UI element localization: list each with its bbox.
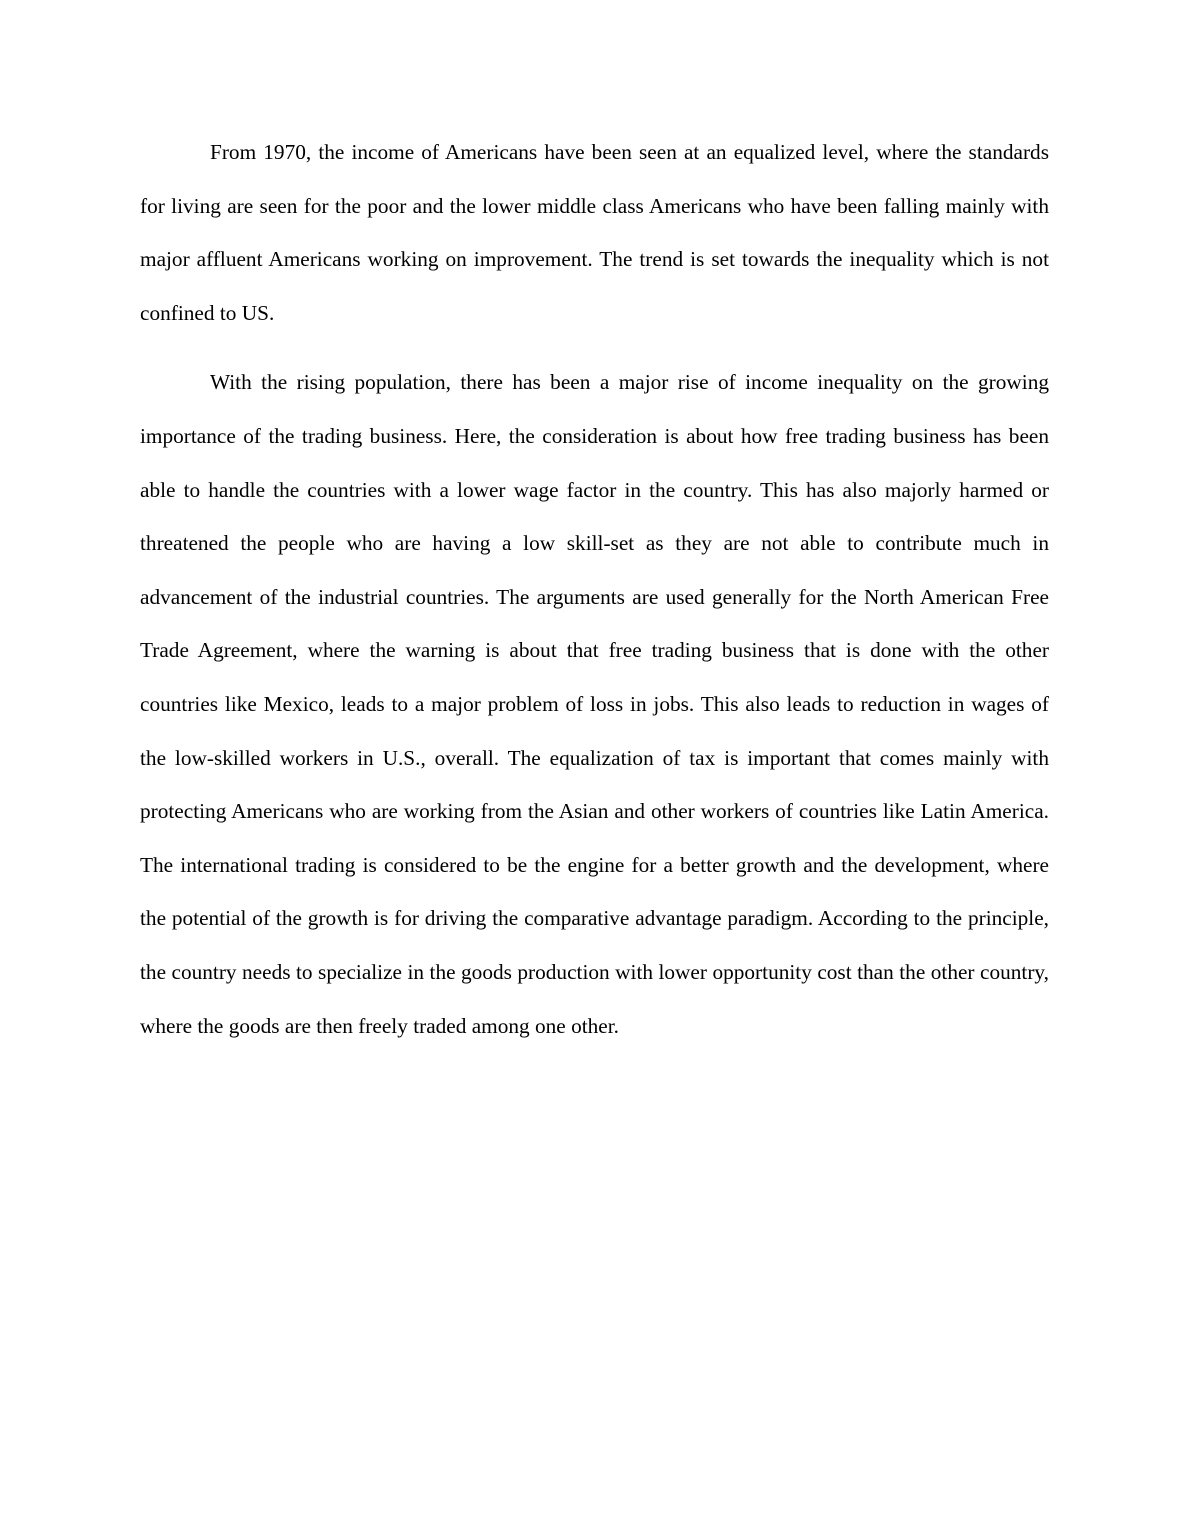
body-text [140,126,1049,1053]
paragraph-2: With the rising population, there has been a major rise of income inequality on the growing importance of the trading business. Here, the consideration is about how free trading business has been able to handle the countries with a lower wage factor in the country. This has also majorly harmed or threatened the people who are having a low skill-set as they are not able to contribute much in advancement of the industrial countries. The arguments are used generally for the North American Free Trade Agreement, where the warning is about that free trading business that is done with the other countries like Mexico, leads to a major problem of loss in jobs. This also leads to reduction in wages of the low-skilled workers in U.S., overall. The equalization of tax is important that comes mainly with protecting Americans who are working from the Asian and other workers of countries like Latin America. The international trading is considered to be the engine for a better growth and the development, where the potential of the growth is for driving the comparative advantage paradigm. According to the principle, the country needs to specialize in the goods production with lower opportunity cost than the other country, where the goods are then freely traded among one other. [140,370,1049,1038]
paragraph-1: From 1970, the income of Americans have been seen at an equalized level, where the standards for living are seen for the poor and the lower middle class Americans who have been falling mainly with major affluent Americans working on improvement. The trend is set towards the inequality which is not confined to US. [140,140,1049,325]
